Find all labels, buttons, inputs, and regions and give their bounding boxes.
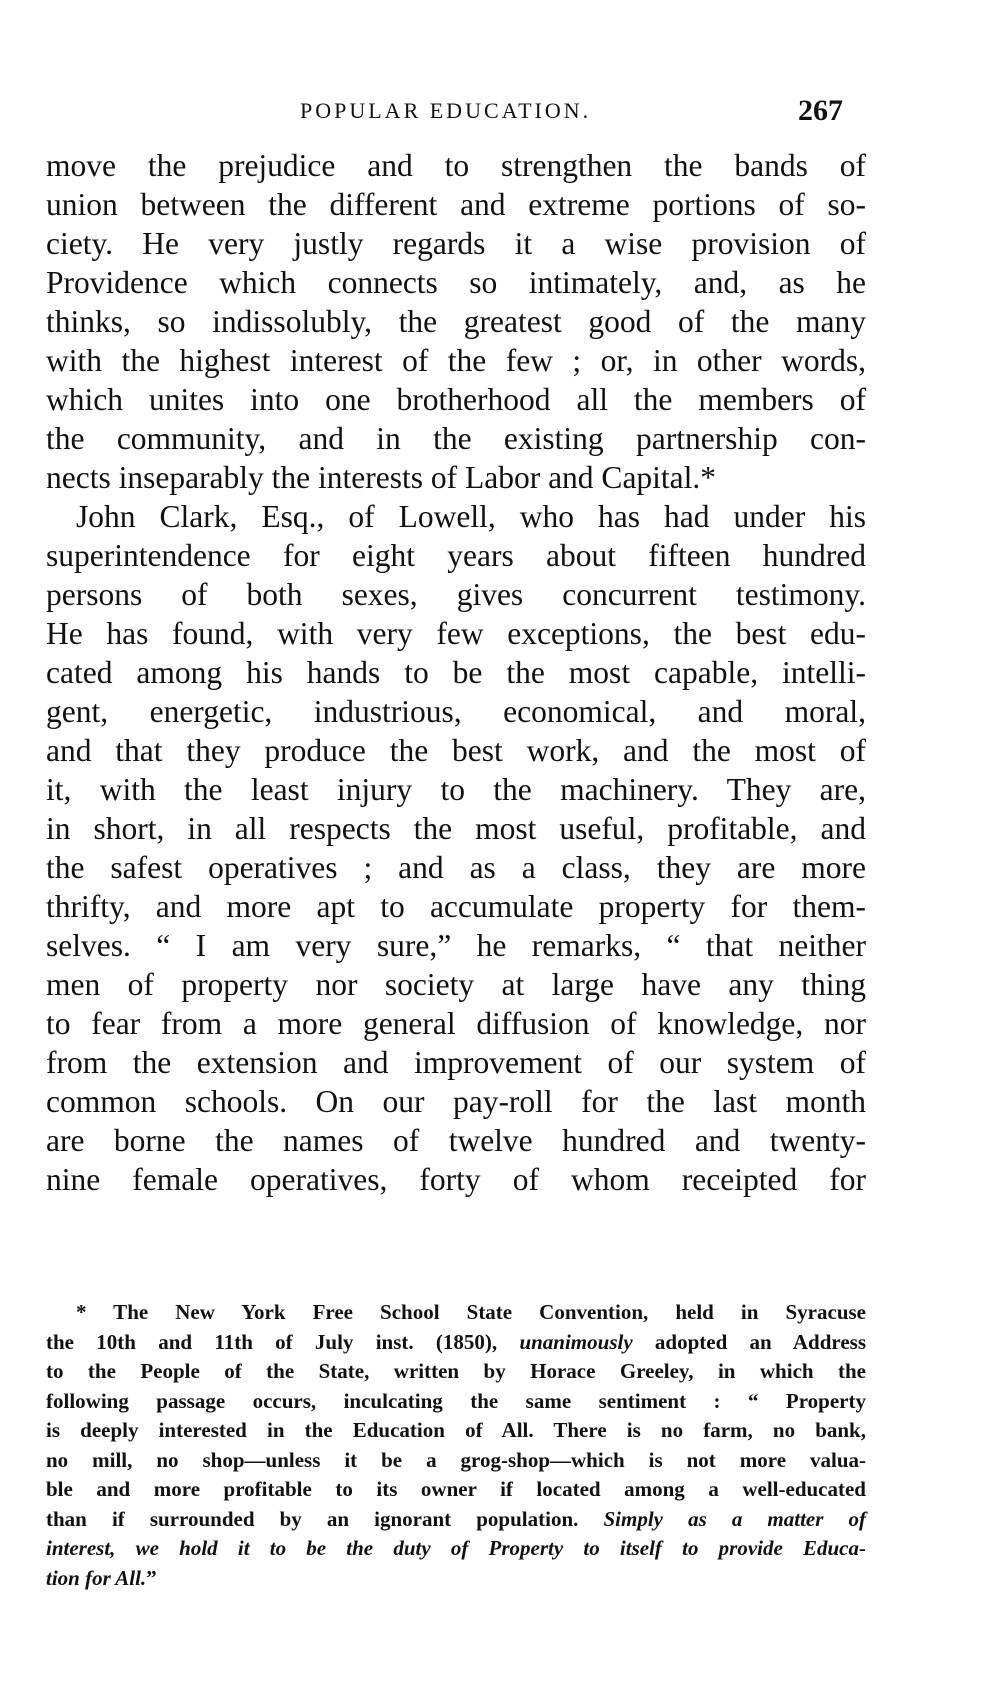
running-title: POPULAR EDUCATION. [300, 98, 592, 123]
text-line: He has found, with very few exceptions, the best edu- [46, 616, 866, 651]
text-line: Providence which connects so intimately, and, as he [46, 265, 866, 300]
footnote-emphasis: Simply as a matter of [603, 1506, 866, 1531]
page-number: 267 [798, 94, 843, 127]
footnote-line: ble and more profitable to its owner if located among a well-educated [46, 1477, 866, 1501]
text-line: nects inseparably the interests of Labor and Capital.* [46, 460, 717, 495]
paragraph-start-line: John Clark, Esq., of Lowell, who has had under his [76, 499, 866, 534]
text-line: move the prejudice and to strengthen the bands of [46, 148, 866, 183]
text-line: the safest operatives ; and as a class, they are more [46, 850, 866, 885]
footnote [46, 1298, 866, 1593]
footnote-line: no mill, no shop—unless it be a grog-shop—which is not more valua- [46, 1447, 866, 1472]
footnote-line: interest, we hold it to be the duty of Property to itself to provide Educa- [46, 1536, 866, 1560]
footnote-emphasis: tion for All. [46, 1565, 147, 1590]
text-line: persons of both sexes, gives concurrent testimony. [46, 577, 866, 612]
text-line: to fear from a more general diffusion of knowledge, nor [46, 1006, 866, 1041]
footnote-line: following passage occurs, inculcating the same sentiment : “ Property [46, 1388, 866, 1413]
footnote-line [46, 1505, 866, 1535]
text-line: in short, in all respects the most useful, profitable, and [46, 811, 866, 846]
text-line: common schools. On our pay-roll for the last month [46, 1084, 866, 1119]
footnote-line [46, 1564, 866, 1594]
text-line: are borne the names of twelve hundred and twenty- [46, 1123, 866, 1158]
footnote-emphasis: unanimously [519, 1329, 633, 1354]
footnote-text: adopted an Address [632, 1329, 866, 1354]
text-line: gent, energetic, industrious, economical, and moral, [46, 694, 866, 729]
text-line: which unites into one brotherhood all the members of [46, 382, 866, 417]
text-line: thrifty, and more apt to accumulate property for them- [46, 889, 866, 924]
text-line: from the extension and improvement of our system of [46, 1045, 866, 1080]
text-line: thinks, so indissolubly, the greatest good of the many [46, 304, 866, 339]
text-line: nine female operatives, forty of whom receipted for [46, 1162, 866, 1197]
footnote-line: * The New York Free School State Convention, held in Syracuse [76, 1300, 866, 1324]
text-line: with the highest interest of the few ; or, in other words, [46, 343, 866, 378]
body-text [46, 146, 866, 1199]
text-line: union between the different and extreme portions of so- [46, 187, 866, 222]
footnote-line [46, 1328, 866, 1358]
text-line: cated among his hands to be the most capable, intelli- [46, 655, 866, 690]
text-line: and that they produce the best work, and the most of [46, 733, 866, 768]
footnote-text: the 10th and 11th of July inst. (1850), [46, 1329, 520, 1354]
footnote-text: ” [146, 1565, 157, 1590]
text-line: ciety. He very justly regards it a wise provision of [46, 226, 866, 261]
footnote-line: to the People of the State, written by Horace Greeley, in which the [46, 1359, 866, 1383]
text-line: the community, and in the existing partnership con- [46, 421, 866, 456]
text-line: superintendence for eight years about fifteen hundred [46, 538, 866, 573]
text-line: it, with the least injury to the machinery. They are, [46, 772, 866, 807]
footnote-text: than if surrounded by an ignorant population. [46, 1506, 604, 1531]
text-line: men of property nor society at large have any thing [46, 967, 866, 1002]
text-line: selves. “ I am very sure,” he remarks, “ that neither [46, 928, 866, 963]
footnote-line: is deeply interested in the Education of All. There is no farm, no bank, [46, 1418, 866, 1442]
